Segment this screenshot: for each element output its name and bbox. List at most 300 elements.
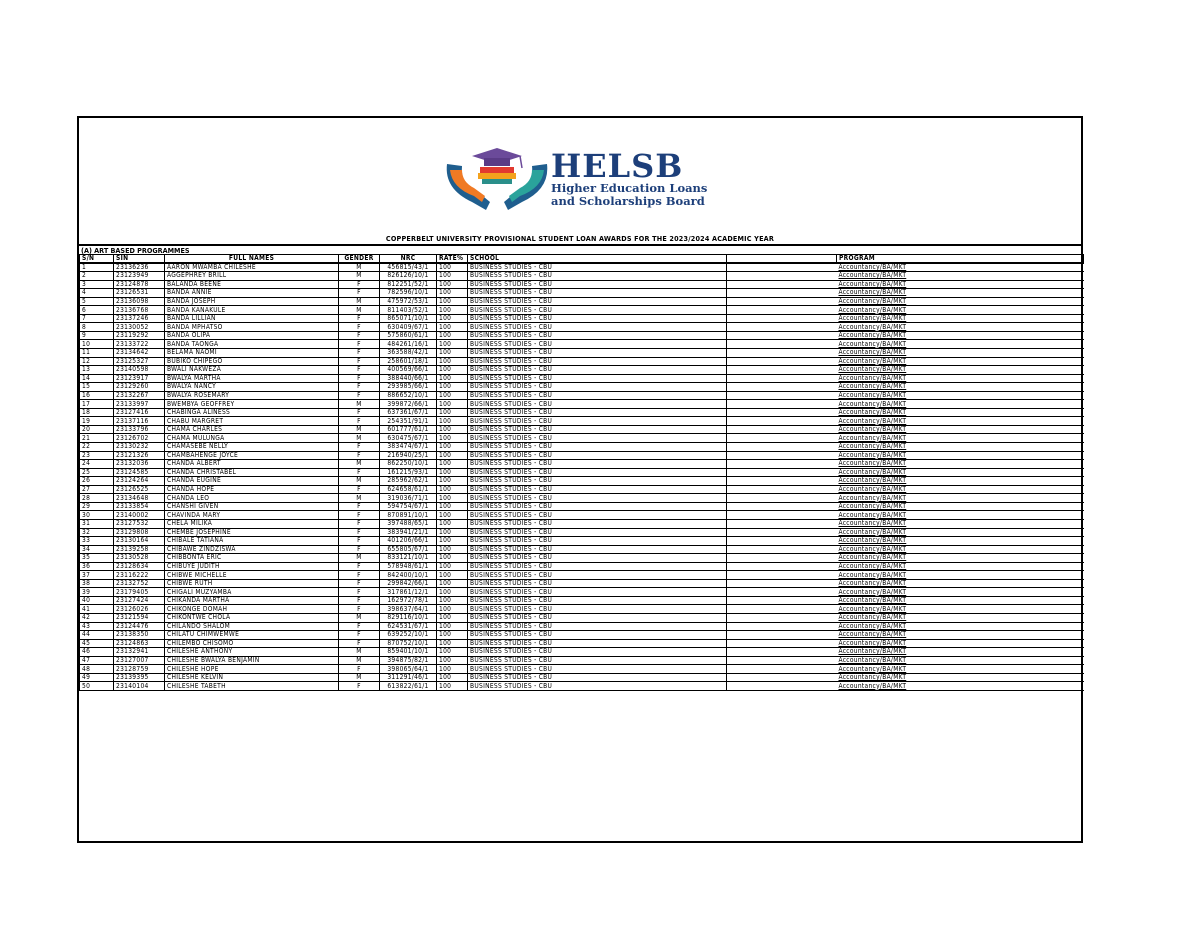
table-row: [80, 622, 1084, 631]
cell-school: BUSINESS STUDIES - CBU: [468, 613, 727, 622]
cell-program: Accountancy/BA/MKT: [837, 349, 1084, 358]
cell-full-name: CHILESHE KELVIN: [165, 673, 339, 682]
cell-gender: F: [339, 622, 380, 631]
cell-nrc: 401206/66/1: [380, 537, 437, 546]
cell-spacer: [727, 391, 837, 400]
cell-rate: 100: [437, 383, 468, 392]
cell-sn: 33: [80, 537, 114, 546]
cell-sn: 10: [80, 340, 114, 349]
cell-full-name: CHEMBE JOSEPHINE: [165, 528, 339, 537]
cell-spacer: [727, 357, 837, 366]
header-nrc: NRC: [380, 255, 437, 264]
cell-sn: 15: [80, 383, 114, 392]
cell-nrc: 394875/82/1: [380, 656, 437, 665]
cell-program: Accountancy/BA/MKT: [837, 391, 1084, 400]
cell-sn: 48: [80, 665, 114, 674]
cell-school: BUSINESS STUDIES - CBU: [468, 314, 727, 323]
cell-sn: 31: [80, 519, 114, 528]
cell-nrc: 258601/18/1: [380, 357, 437, 366]
document-title: COPPERBELT UNIVERSITY PROVISIONAL STUDENT LOAN AWARDS FOR THE 2023/2024 ACADEMIC YEAR: [385, 234, 775, 243]
cell-spacer: [727, 613, 837, 622]
cell-nrc: 639252/10/1: [380, 631, 437, 640]
cell-school: BUSINESS STUDIES - CBU: [468, 656, 727, 665]
cell-gender: M: [339, 648, 380, 657]
cell-rate: 100: [437, 400, 468, 409]
cell-school: BUSINESS STUDIES - CBU: [468, 289, 727, 298]
cell-nrc: 319036/71/1: [380, 494, 437, 503]
cell-sin: 23123917: [114, 374, 165, 383]
cell-sn: 35: [80, 554, 114, 563]
cell-sn: 37: [80, 571, 114, 580]
table-row: [80, 648, 1084, 657]
cell-sin: 23134648: [114, 494, 165, 503]
cell-rate: 100: [437, 682, 468, 691]
cell-gender: F: [339, 391, 380, 400]
table-row: [80, 631, 1084, 640]
cell-full-name: CHIGALI MUZYAMBA: [165, 588, 339, 597]
cell-rate: 100: [437, 588, 468, 597]
cell-sn: 8: [80, 323, 114, 332]
cell-sin: 23139258: [114, 545, 165, 554]
cell-spacer: [727, 280, 837, 289]
cell-sin: 23134642: [114, 349, 165, 358]
cell-sn: 24: [80, 460, 114, 469]
cell-nrc: 630409/67/1: [380, 323, 437, 332]
cell-nrc: 601777/61/1: [380, 425, 437, 434]
cell-sn: 28: [80, 494, 114, 503]
cell-full-name: CHAMASEBE NELLY: [165, 443, 339, 452]
cell-sin: 23127424: [114, 596, 165, 605]
table-row: [80, 554, 1084, 563]
table-row: [80, 306, 1084, 315]
cell-full-name: CHANDA HOPE: [165, 485, 339, 494]
cell-program: Accountancy/BA/MKT: [837, 682, 1084, 691]
cell-full-name: CHIBUYE JUDITH: [165, 562, 339, 571]
cell-sn: 40: [80, 596, 114, 605]
cell-full-name: CHIBBONTA ERIC: [165, 554, 339, 563]
cell-sin: 23129808: [114, 528, 165, 537]
cell-program: Accountancy/BA/MKT: [837, 579, 1084, 588]
cell-full-name: CHABU MARGRET: [165, 417, 339, 426]
cell-sin: 23121594: [114, 613, 165, 622]
cell-sin: 23138350: [114, 631, 165, 640]
header-gender: GENDER: [339, 255, 380, 264]
cell-gender: F: [339, 545, 380, 554]
cell-gender: F: [339, 383, 380, 392]
cell-sin: 23119292: [114, 331, 165, 340]
cell-program: Accountancy/BA/MKT: [837, 562, 1084, 571]
cell-spacer: [727, 425, 837, 434]
cell-program: Accountancy/BA/MKT: [837, 605, 1084, 614]
cell-gender: M: [339, 477, 380, 486]
cell-nrc: 311291/46/1: [380, 673, 437, 682]
cell-sin: 23127532: [114, 519, 165, 528]
cell-sn: 7: [80, 314, 114, 323]
cell-sn: 19: [80, 417, 114, 426]
cell-rate: 100: [437, 511, 468, 520]
cell-sn: 3: [80, 280, 114, 289]
cell-sn: 45: [80, 639, 114, 648]
cell-nrc: 782596/10/1: [380, 289, 437, 298]
cell-rate: 100: [437, 314, 468, 323]
cell-sin: 23116222: [114, 571, 165, 580]
cell-full-name: CHIKONGE DOMAH: [165, 605, 339, 614]
cell-spacer: [727, 434, 837, 443]
cell-school: BUSINESS STUDIES - CBU: [468, 682, 727, 691]
cell-rate: 100: [437, 349, 468, 358]
cell-school: BUSINESS STUDIES - CBU: [468, 443, 727, 452]
cell-nrc: 575860/61/1: [380, 331, 437, 340]
cell-full-name: BUBIKO CHIPEGO: [165, 357, 339, 366]
cell-sin: 23133796: [114, 425, 165, 434]
cell-full-name: CHAMBAHENGE JOYCE: [165, 451, 339, 460]
cell-rate: 100: [437, 631, 468, 640]
cell-school: BUSINESS STUDIES - CBU: [468, 596, 727, 605]
cell-sin: 23130164: [114, 537, 165, 546]
cell-rate: 100: [437, 297, 468, 306]
cell-rate: 100: [437, 596, 468, 605]
cell-gender: M: [339, 494, 380, 503]
cell-rate: 100: [437, 648, 468, 657]
cell-sn: 12: [80, 357, 114, 366]
cell-sin: 23123949: [114, 272, 165, 281]
cell-sin: 23127416: [114, 408, 165, 417]
cell-sn: 29: [80, 502, 114, 511]
cell-sin: 23133722: [114, 340, 165, 349]
table-row: [80, 314, 1084, 323]
cell-nrc: 811403/52/1: [380, 306, 437, 315]
cell-spacer: [727, 417, 837, 426]
cell-gender: F: [339, 502, 380, 511]
cell-program: Accountancy/BA/MKT: [837, 477, 1084, 486]
cell-school: BUSINESS STUDIES - CBU: [468, 340, 727, 349]
cell-sn: 11: [80, 349, 114, 358]
cell-spacer: [727, 468, 837, 477]
cell-nrc: 870891/10/1: [380, 511, 437, 520]
cell-sn: 34: [80, 545, 114, 554]
cell-spacer: [727, 451, 837, 460]
cell-school: BUSINESS STUDIES - CBU: [468, 408, 727, 417]
cell-program: Accountancy/BA/MKT: [837, 665, 1084, 674]
cell-school: BUSINESS STUDIES - CBU: [468, 451, 727, 460]
cell-gender: F: [339, 511, 380, 520]
cell-spacer: [727, 289, 837, 298]
cell-nrc: 842400/10/1: [380, 571, 437, 580]
cell-program: Accountancy/BA/MKT: [837, 571, 1084, 580]
cell-nrc: 613822/61/1: [380, 682, 437, 691]
cell-program: Accountancy/BA/MKT: [837, 502, 1084, 511]
graduation-cap-hands-emblem: [442, 144, 552, 214]
cell-sn: 47: [80, 656, 114, 665]
cell-rate: 100: [437, 528, 468, 537]
cell-sn: 26: [80, 477, 114, 486]
cell-gender: M: [339, 613, 380, 622]
cell-program: Accountancy/BA/MKT: [837, 528, 1084, 537]
cell-nrc: 398065/64/1: [380, 665, 437, 674]
cell-rate: 100: [437, 263, 468, 272]
cell-school: BUSINESS STUDIES - CBU: [468, 622, 727, 631]
cell-rate: 100: [437, 502, 468, 511]
cell-program: Accountancy/BA/MKT: [837, 648, 1084, 657]
table-row: [80, 613, 1084, 622]
cell-gender: M: [339, 400, 380, 409]
cell-sin: 23124863: [114, 639, 165, 648]
cell-gender: F: [339, 417, 380, 426]
cell-nrc: 594754/67/1: [380, 502, 437, 511]
table-row: [80, 519, 1084, 528]
cell-sn: 1: [80, 263, 114, 272]
table-row: [80, 571, 1084, 580]
cell-rate: 100: [437, 579, 468, 588]
cell-nrc: 870752/10/1: [380, 639, 437, 648]
cell-school: BUSINESS STUDIES - CBU: [468, 391, 727, 400]
cell-full-name: BANDA LILLIAN: [165, 314, 339, 323]
cell-sin: 23139395: [114, 673, 165, 682]
table-row: [80, 425, 1084, 434]
cell-school: BUSINESS STUDIES - CBU: [468, 545, 727, 554]
cell-sn: 5: [80, 297, 114, 306]
cell-school: BUSINESS STUDIES - CBU: [468, 673, 727, 682]
cell-sin: 23128759: [114, 665, 165, 674]
cell-sn: 23: [80, 451, 114, 460]
cell-spacer: [727, 537, 837, 546]
cell-full-name: BWEMBYA GEOFFREY: [165, 400, 339, 409]
cell-full-name: CHILESHE HOPE: [165, 665, 339, 674]
cell-school: BUSINESS STUDIES - CBU: [468, 665, 727, 674]
cell-sn: 9: [80, 331, 114, 340]
cell-spacer: [727, 511, 837, 520]
cell-rate: 100: [437, 272, 468, 281]
cell-program: Accountancy/BA/MKT: [837, 613, 1084, 622]
cell-spacer: [727, 682, 837, 691]
header-full-names: FULL NAMES: [165, 255, 339, 264]
cell-program: Accountancy/BA/MKT: [837, 366, 1084, 375]
cell-sin: 23126026: [114, 605, 165, 614]
cell-sin: 23132036: [114, 460, 165, 469]
cell-program: Accountancy/BA/MKT: [837, 383, 1084, 392]
table-row: [80, 400, 1084, 409]
header-program: PROGRAM: [837, 255, 1084, 264]
cell-gender: M: [339, 425, 380, 434]
cell-gender: F: [339, 314, 380, 323]
cell-sn: 42: [80, 613, 114, 622]
cell-sin: 23126531: [114, 289, 165, 298]
cell-school: BUSINESS STUDIES - CBU: [468, 605, 727, 614]
cell-sn: 20: [80, 425, 114, 434]
table-row: [80, 366, 1084, 375]
cell-nrc: 624531/67/1: [380, 622, 437, 631]
spreadsheet-page: [77, 116, 1083, 843]
cell-school: BUSINESS STUDIES - CBU: [468, 263, 727, 272]
cell-gender: F: [339, 289, 380, 298]
cell-spacer: [727, 494, 837, 503]
cell-gender: F: [339, 323, 380, 332]
cell-gender: F: [339, 280, 380, 289]
cell-school: BUSINESS STUDIES - CBU: [468, 477, 727, 486]
cell-program: Accountancy/BA/MKT: [837, 357, 1084, 366]
cell-sn: 2: [80, 272, 114, 281]
cell-school: BUSINESS STUDIES - CBU: [468, 579, 727, 588]
cell-spacer: [727, 340, 837, 349]
table-row: [80, 588, 1084, 597]
cell-school: BUSINESS STUDIES - CBU: [468, 272, 727, 281]
table-row: [80, 605, 1084, 614]
cell-full-name: BELAMA NAOMI: [165, 349, 339, 358]
cell-program: Accountancy/BA/MKT: [837, 289, 1084, 298]
cell-nrc: 162972/78/1: [380, 596, 437, 605]
cell-rate: 100: [437, 374, 468, 383]
table-row: [80, 494, 1084, 503]
cell-gender: M: [339, 656, 380, 665]
table-row: [80, 357, 1084, 366]
cell-nrc: 886652/10/1: [380, 391, 437, 400]
table-row: [80, 443, 1084, 452]
table-row: [80, 417, 1084, 426]
cell-nrc: 161215/93/1: [380, 468, 437, 477]
header-sn: S/N: [80, 255, 114, 264]
cell-school: BUSINESS STUDIES - CBU: [468, 400, 727, 409]
cell-program: Accountancy/BA/MKT: [837, 417, 1084, 426]
cell-sin: 23129260: [114, 383, 165, 392]
cell-gender: F: [339, 451, 380, 460]
cell-gender: F: [339, 485, 380, 494]
cell-rate: 100: [437, 451, 468, 460]
cell-school: BUSINESS STUDIES - CBU: [468, 460, 727, 469]
cell-rate: 100: [437, 323, 468, 332]
cell-sn: 22: [80, 443, 114, 452]
table-row: [80, 280, 1084, 289]
cell-spacer: [727, 485, 837, 494]
cell-full-name: CHILESHE BWALYA BENJAMIN: [165, 656, 339, 665]
cell-sn: 16: [80, 391, 114, 400]
table-row: [80, 665, 1084, 674]
cell-nrc: 456815/43/1: [380, 263, 437, 272]
cell-sn: 25: [80, 468, 114, 477]
cell-school: BUSINESS STUDIES - CBU: [468, 502, 727, 511]
cell-program: Accountancy/BA/MKT: [837, 468, 1084, 477]
cell-full-name: BANDA JOSEPH: [165, 297, 339, 306]
cell-spacer: [727, 383, 837, 392]
cell-program: Accountancy/BA/MKT: [837, 280, 1084, 289]
cell-rate: 100: [437, 331, 468, 340]
cell-sn: 44: [80, 631, 114, 640]
cell-school: BUSINESS STUDIES - CBU: [468, 562, 727, 571]
header-sin: SIN: [114, 255, 165, 264]
cell-sin: 23130528: [114, 554, 165, 563]
table-row: [80, 579, 1084, 588]
cell-nrc: 484261/16/1: [380, 340, 437, 349]
table-row: [80, 391, 1084, 400]
cell-school: BUSINESS STUDIES - CBU: [468, 357, 727, 366]
cell-gender: F: [339, 579, 380, 588]
cell-gender: F: [339, 366, 380, 375]
table-row: [80, 673, 1084, 682]
cell-full-name: CHIBALE TATIANA: [165, 537, 339, 546]
cell-spacer: [727, 297, 837, 306]
cell-sn: 4: [80, 289, 114, 298]
cell-nrc: 637361/67/1: [380, 408, 437, 417]
cell-rate: 100: [437, 443, 468, 452]
cell-nrc: 399872/66/1: [380, 400, 437, 409]
table-row: [80, 408, 1084, 417]
cell-spacer: [727, 554, 837, 563]
cell-sin: 23128634: [114, 562, 165, 571]
cell-sin: 23137116: [114, 417, 165, 426]
cell-program: Accountancy/BA/MKT: [837, 554, 1084, 563]
cell-nrc: 624658/61/1: [380, 485, 437, 494]
cell-sin: 23133997: [114, 400, 165, 409]
cell-rate: 100: [437, 468, 468, 477]
cell-full-name: CHAMA MULUNGA: [165, 434, 339, 443]
cell-nrc: 317861/12/1: [380, 588, 437, 597]
cell-school: BUSINESS STUDIES - CBU: [468, 494, 727, 503]
cell-rate: 100: [437, 340, 468, 349]
cell-program: Accountancy/BA/MKT: [837, 263, 1084, 272]
cell-spacer: [727, 579, 837, 588]
cell-rate: 100: [437, 417, 468, 426]
table-row: [80, 460, 1084, 469]
table-row: [80, 289, 1084, 298]
cell-nrc: 865071/10/1: [380, 314, 437, 323]
cell-rate: 100: [437, 613, 468, 622]
cell-gender: F: [339, 331, 380, 340]
cell-nrc: 862250/10/1: [380, 460, 437, 469]
cell-full-name: BANDA TAONGA: [165, 340, 339, 349]
cell-rate: 100: [437, 391, 468, 400]
cell-full-name: CHILATU CHIMWEMWE: [165, 631, 339, 640]
cell-spacer: [727, 571, 837, 580]
cell-spacer: [727, 263, 837, 272]
cell-rate: 100: [437, 605, 468, 614]
cell-program: Accountancy/BA/MKT: [837, 272, 1084, 281]
table-header-row: [80, 255, 1084, 264]
cell-gender: M: [339, 434, 380, 443]
cell-sn: 13: [80, 366, 114, 375]
cell-gender: F: [339, 349, 380, 358]
cell-spacer: [727, 374, 837, 383]
cell-rate: 100: [437, 434, 468, 443]
cell-program: Accountancy/BA/MKT: [837, 443, 1084, 452]
cell-sin: 23124264: [114, 477, 165, 486]
cell-full-name: BWALYA NANCY: [165, 383, 339, 392]
cell-sin: 23130052: [114, 323, 165, 332]
cell-rate: 100: [437, 289, 468, 298]
cell-spacer: [727, 631, 837, 640]
cell-rate: 100: [437, 485, 468, 494]
table-row: [80, 434, 1084, 443]
cell-spacer: [727, 528, 837, 537]
cell-school: BUSINESS STUDIES - CBU: [468, 468, 727, 477]
cell-sn: 21: [80, 434, 114, 443]
cell-gender: M: [339, 272, 380, 281]
cell-sn: 50: [80, 682, 114, 691]
cell-full-name: CHILESHE TABETH: [165, 682, 339, 691]
cell-gender: F: [339, 357, 380, 366]
table-row: [80, 340, 1084, 349]
cell-sin: 23130232: [114, 443, 165, 452]
cell-spacer: [727, 331, 837, 340]
cell-nrc: 812251/52/1: [380, 280, 437, 289]
cell-full-name: CHANDA EUGINE: [165, 477, 339, 486]
table-row: [80, 537, 1084, 546]
cell-school: BUSINESS STUDIES - CBU: [468, 639, 727, 648]
cell-full-name: CHIKANDA MARTHA: [165, 596, 339, 605]
cell-gender: F: [339, 374, 380, 383]
cell-rate: 100: [437, 665, 468, 674]
cell-full-name: BANDA OLIPA: [165, 331, 339, 340]
cell-sin: 23140598: [114, 366, 165, 375]
cell-nrc: 859401/10/1: [380, 648, 437, 657]
